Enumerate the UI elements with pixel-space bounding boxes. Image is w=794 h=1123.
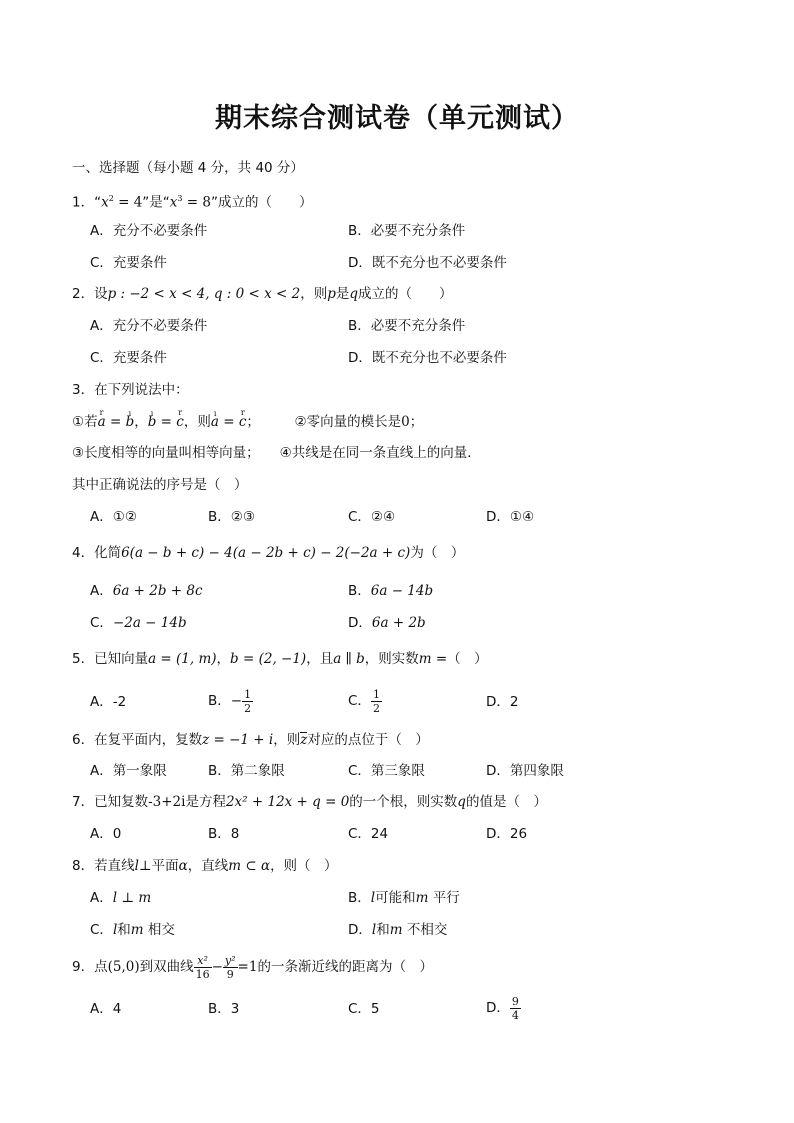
q2-option-c: C．充要条件 (90, 350, 167, 366)
q2-option-b: B．必要不充分条件 (348, 318, 466, 334)
q9-option-d: D． $\frac{9}{4}$ (486, 994, 519, 1022)
q3-option-d: D．①④ (486, 509, 535, 525)
q1-option-b: B．必要不充分条件 (348, 223, 466, 239)
q4-option-a: A．6a + 2b + 8c (90, 583, 203, 599)
question-8-stem: 8．若直线l⊥平面α，直线m ⊂ α，则（ ） (72, 858, 338, 874)
q6-option-d: D．第四象限 (486, 763, 564, 779)
q5-option-b: B．− $\frac{1}{2}$ (208, 687, 252, 715)
q1-option-d: D．既不充分也不必要条件 (348, 255, 507, 271)
q8-option-d: D．l和m 不相交 (348, 922, 448, 938)
q8-option-a: A．l ⊥ m (90, 890, 152, 906)
question-1-stem: 1．“$x^2 = 4$”是“$x^3 = 8$”成立的（ ） (72, 194, 313, 211)
q2-option-a: A．充分不必要条件 (90, 318, 208, 334)
q1-option-a: A．充分不必要条件 (90, 223, 208, 239)
question-9-stem: 9．点(5,0)到双曲线 $\frac{\text{x²}}{16}$ − $\frac{\text{y²}}{9}$ =1的一条渐近线的距离为（ ） (72, 953, 433, 981)
q6-option-c: C．第三象限 (348, 763, 425, 779)
q4-option-d: D．6a + 2b (348, 615, 426, 631)
q3-option-b: B．②③ (208, 509, 255, 525)
q5-option-c: C． $\frac{1}{2}$ (348, 687, 380, 715)
q4-option-c: C．−2a − 14b (90, 615, 187, 631)
q7-option-c: C．24 (348, 826, 389, 842)
question-3-stem: 3．在下列说法中： (72, 382, 189, 398)
q2-option-d: D．既不充分也不必要条件 (348, 350, 507, 366)
q3-statement-1-2: ①若r a = ı b，ı b = r c，则ı a = r c； ②零向量的模长是0； (72, 412, 423, 432)
q1-option-c: C．充要条件 (90, 255, 167, 271)
q3-option-c: C．②④ (348, 509, 396, 525)
q6-option-b: B．第二象限 (208, 763, 285, 779)
question-4-stem: 4．化简6(a − b + c) − 4(a − 2b + c) − 2(−2a + c)为（ ） (72, 545, 465, 561)
q7-option-a: A．0 (90, 826, 122, 842)
q3-option-a: A．①② (90, 509, 137, 525)
q7-option-d: D．26 (486, 826, 528, 842)
q5-option-a: A．-2 (90, 694, 127, 710)
question-6-stem: 6．在复平面内，复数z = −1 + i，则z对应的点位于（ ） (72, 732, 429, 748)
q5-option-d: D．2 (486, 694, 519, 710)
q9-option-a: A．4 (90, 1001, 122, 1017)
question-5-stem: 5．已知向量a = (1, m)，b = (2, −1)，且a ∥ b，则实数m =（ ） (72, 651, 488, 667)
q3-ask: 其中正确说法的序号是（ ） (72, 477, 248, 493)
question-2-stem: 2．设p : −2 < x < 4, q : 0 < x < 2，则p是q成立的（ ） (72, 286, 453, 302)
q9-option-b: B．3 (208, 1001, 240, 1017)
question-7-stem: 7．已知复数-3+2i是方程2x² + 12x + q = 0的一个根，则实数q的值是（ ） (72, 794, 547, 810)
section-heading: 一、选择题（每小题 4 分，共 40 分） (72, 160, 304, 176)
q3-statement-3-4: ③长度相等的向量叫相等向量； ④共线是在同一条直线上的向量． (72, 445, 481, 461)
q8-option-c: C．l和m 相交 (90, 922, 175, 938)
q6-option-a: A．第一象限 (90, 763, 167, 779)
q7-option-b: B．8 (208, 826, 240, 842)
page-title: 期末综合测试卷（单元测试） (215, 103, 579, 134)
q9-option-c: C．5 (348, 1001, 380, 1017)
q4-option-b: B．6a − 14b (348, 583, 434, 599)
q8-option-b: B．l可能和m 平行 (348, 890, 460, 906)
